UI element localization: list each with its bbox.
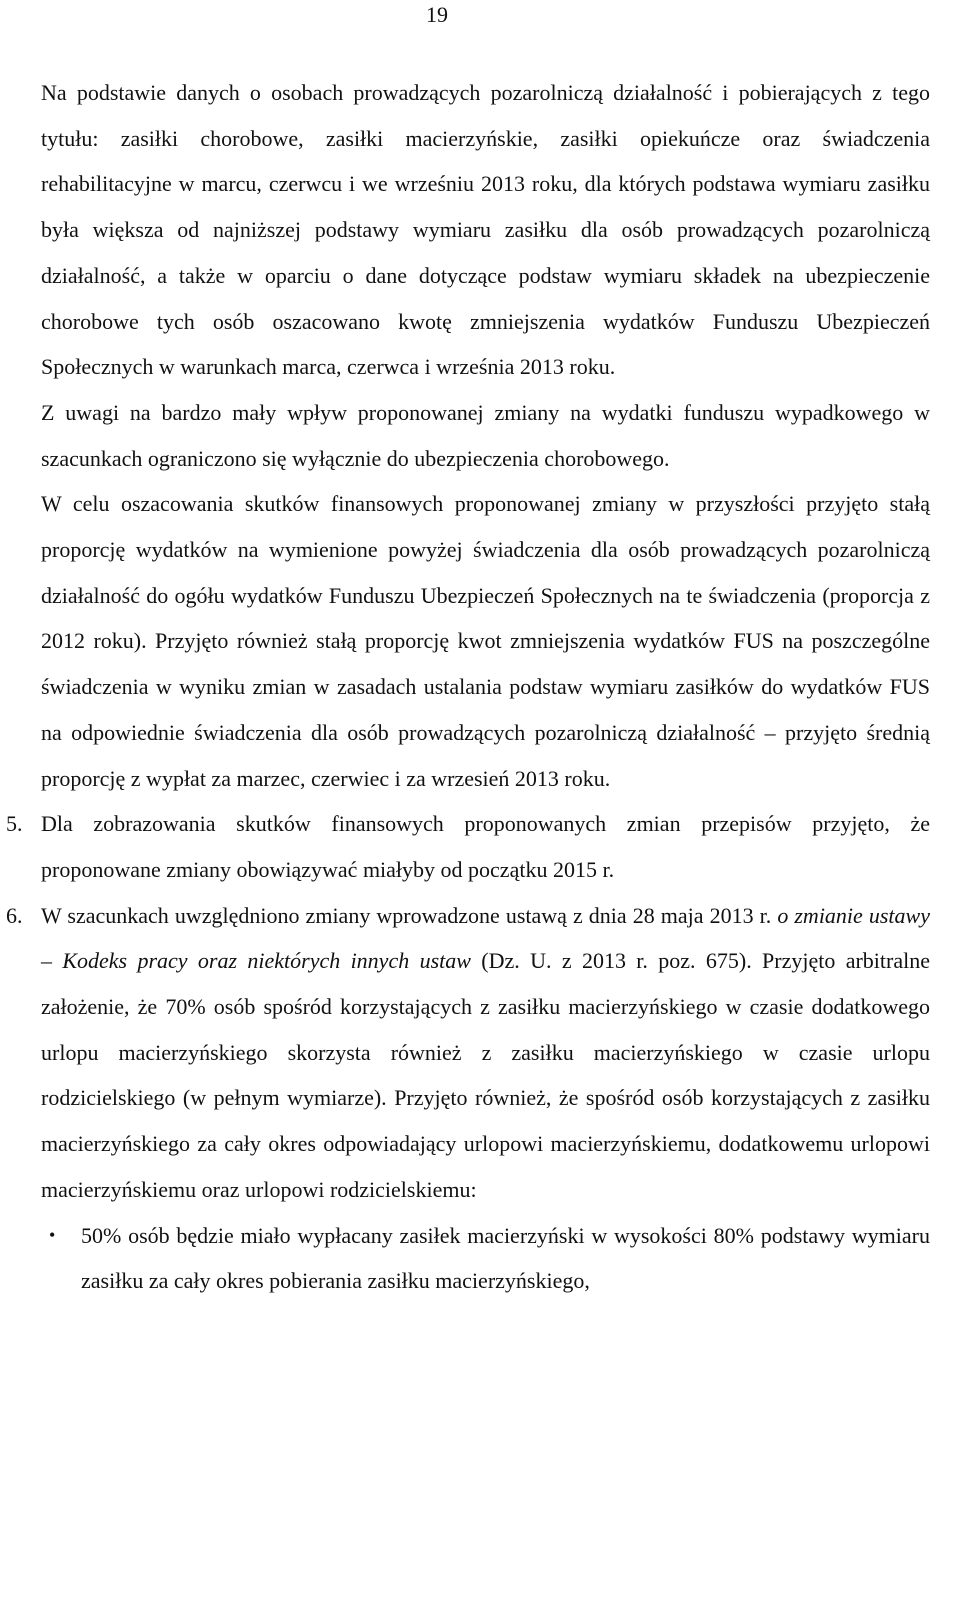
document-body bbox=[6, 70, 931, 1304]
list-item-5 bbox=[6, 801, 930, 892]
list-item-6 bbox=[6, 893, 931, 1213]
list-item-number: 6. bbox=[6, 902, 23, 928]
paragraph-data-basis: Na podstawie danych o osobach prowadzących pozarolniczą działalność i pobierających z tego tytułu: zasiłki chorobowe, zasiłki macierzyńskie, zasiłki opiekuńcze oraz świadczenia rehabilitacyjne w marcu, czerwcu i we wrześniu 2013 roku, dla których podstawa wymiaru zasiłku była większa od najniższej podstawy wymiaru zasiłku dla osób prowadzących pozarolniczą działalność, a także w oparciu o dane dotyczące podstaw wymiaru składek na ubezpieczenie chorobowe tych osób oszacowano kwotę zmniejszenia wydatków Funduszu Ubezpieczeń Społecznych w warunkach marca, czerwca i września 2013 roku. bbox=[41, 80, 930, 380]
bullet-item bbox=[41, 1213, 930, 1304]
paragraph-accident-fund: Z uwagi na bardzo mały wpływ proponowanej zmiany na wydatki funduszu wypadkowego w szacunkach ograniczono się wyłącznie do ubezpieczenia chorobowego. bbox=[41, 399, 930, 471]
page-number: 19 bbox=[426, 2, 448, 27]
bullet-icon: • bbox=[49, 1224, 56, 1245]
bullet-text: 50% osób będzie miało wypłacany zasiłek macierzyński w wysokości 80% podstawy wymiaru zasiłku za cały okres pobierania zasiłku macierzyńskiego, bbox=[81, 1222, 930, 1294]
list-item-text: Dla zobrazowania skutków finansowych proponowanych zmian przepisów przyjęto, że proponowane zmiany obowiązywać miałyby od początku 2015 r. bbox=[41, 811, 930, 882]
list-item-text bbox=[41, 893, 930, 1213]
paragraph-future-estimation: W celu oszacowania skutków finansowych proponowanej zmiany w przyszłości przyjęto stałą proporcję wydatków na wymienione powyżej świadczenia dla osób prowadzących pozarolniczą działalność do ogółu wydatków Funduszu Ubezpieczeń Społecznych na te świadczenia (proporcja z 2012 roku). Przyjęto również stałą proporcję kwot zmniejszenia wydatków FUS na poszczególne świadczenia w wyniku zmian w zasadach ustalania podstaw wymiaru zasiłków do wydatków FUS na odpowiednie świadczenia dla osób prowadzących pozarolniczą działalność – przyjęto średnią proporcję z wypłat za marzec, czerwiec i za wrzesień 2013 roku. bbox=[41, 491, 930, 791]
list-item-text-before: W szacunkach uwzględniono zmiany wprowadzone ustawą z dnia 28 maja 2013 r. bbox=[41, 902, 778, 928]
act-title-italic: o zmianie ustawy – Kodeks pracy oraz niektórych innych ustaw bbox=[41, 902, 930, 974]
list-item-text-after: (Dz. U. z 2013 r. poz. 675). Przyjęto arbitralne założenie, że 70% osób spośród korzystających z zasiłku macierzyńskiego w czasie dodatkowego urlopu macierzyńskiego skorzysta również z zasiłku macierzyńskiego w czasie urlopu rodzicielskiego (w pełnym wymiarze). Przyjęto również, że spośród osób korzystających z zasiłku macierzyńskiego za cały okres odpowiadający urlopowi macierzyńskiemu, dodatkowemu urlopowi macierzyńskiemu oraz urlopowi rodzicielskiemu: bbox=[41, 948, 931, 1202]
list-item-number: 5. bbox=[6, 811, 23, 837]
